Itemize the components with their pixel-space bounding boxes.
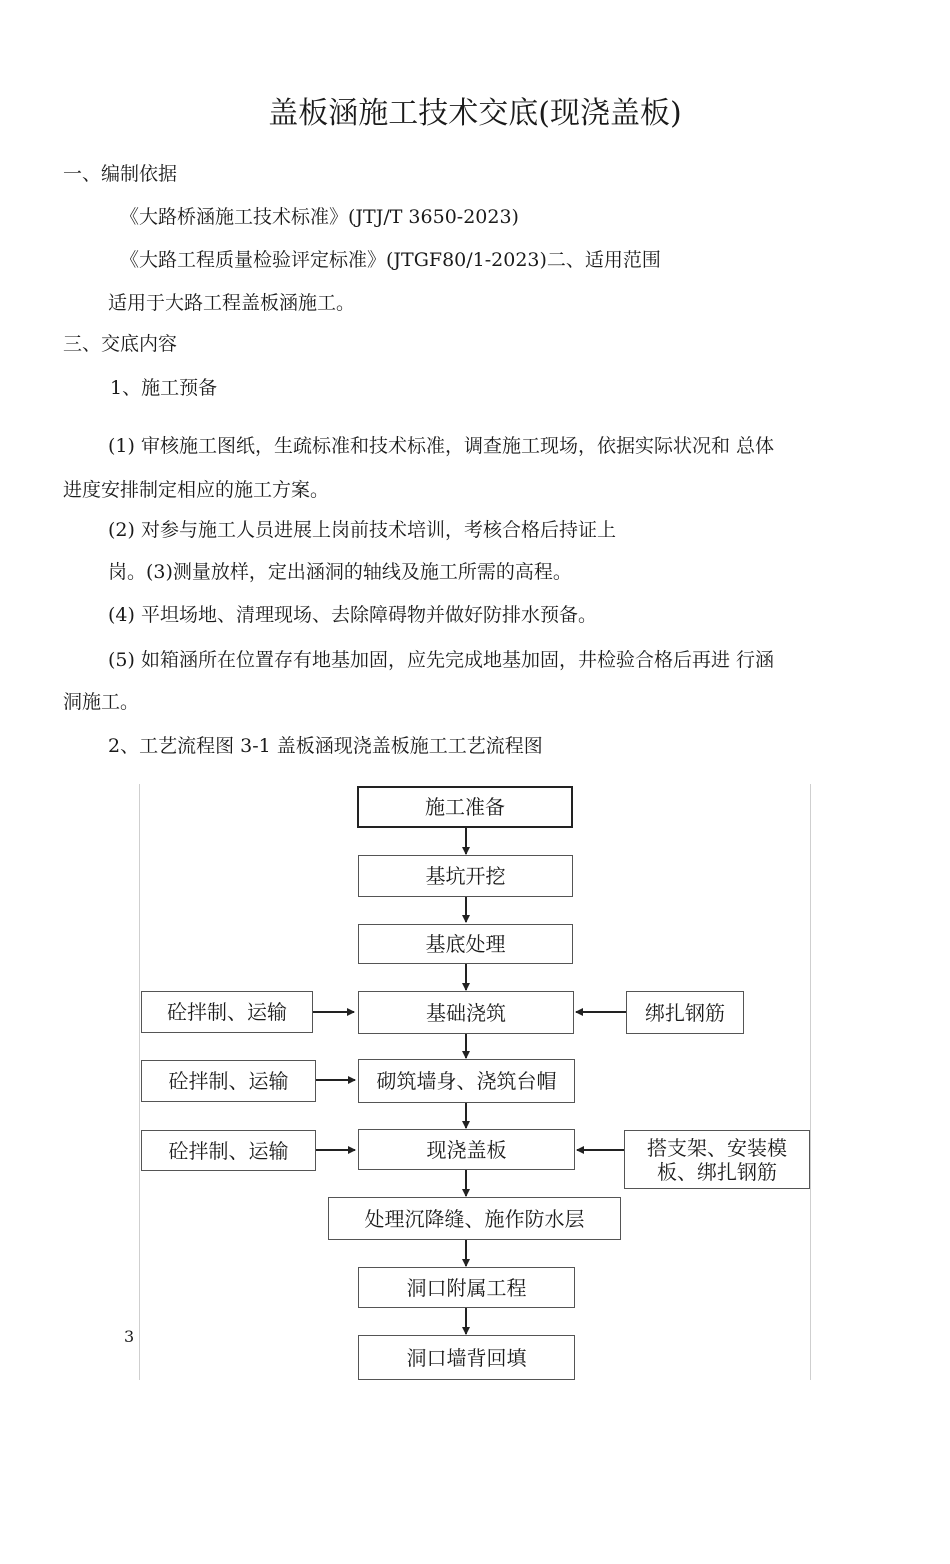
item-5-line-1: (5) 如箱涵所在位置存有地基加固，应先完成地基加固，井检验合格后再进 行涵 [108,649,774,671]
step-cast-cover-slab: 现浇盖板 [358,1129,575,1170]
item-5-line-2: 洞施工。 [63,691,140,713]
section-heading-basis: 一、编制依据 [63,163,178,185]
reference-standard-1: 《大路桥涵施工技术标准》(JTJ/T 3650-2023) [120,206,519,228]
formwork-line-2: 板、绑扎钢筋 [657,1159,777,1184]
item-4: (4) 平坦场地、清理现场、去除障碍物并做好防排水预备。 [108,604,597,626]
input-concrete-2: 砼拌制、运输 [141,1060,316,1102]
stray-mark: 3 [124,1327,135,1346]
scope-text: 适用于大路工程盖板涵施工。 [108,292,356,314]
input-formwork-rebar [624,1130,810,1189]
item-1-line-1: (1) 审核施工图纸，生疏标准和技术标准，调查施工现场，依据实际状况和 总体 [108,435,774,457]
formwork-line-1: 搭支架、安装模 [647,1135,787,1160]
step-construction-prep: 施工准备 [357,786,573,828]
section-heading-content: 三、交底内容 [63,333,178,355]
input-rebar: 绑扎钢筋 [626,991,744,1034]
process-flowchart [139,784,811,1380]
subheading-preparation: 1、施工预备 [110,377,218,399]
step-base-treatment: 基底处理 [358,924,573,964]
step-backfill: 洞口墙背回填 [358,1335,575,1380]
step-foundation-pour: 基础浇筑 [358,991,574,1034]
item-2-line-2: 岗。(3)测量放样，定出涵洞的轴线及施工所需的高程。 [108,561,572,583]
item-1-line-2: 进度安排制定相应的施工方案。 [63,479,330,501]
flowchart-caption: 2、工艺流程图 3-1 盖板涵现浇盖板施工工艺流程图 [108,735,543,757]
step-portal-works: 洞口附属工程 [358,1267,575,1308]
step-wall-and-cap: 砌筑墙身、浇筑台帽 [358,1059,575,1103]
step-settlement-waterproof: 处理沉降缝、施作防水层 [328,1197,621,1240]
item-2-line-1: (2) 对参与施工人员进展上岗前技术培训，考核合格后持证上 [108,519,616,541]
step-pit-excavation: 基坑开挖 [358,855,573,897]
input-concrete-3: 砼拌制、运输 [141,1130,316,1171]
page-title: 盖板涵施工技术交底(现浇盖板) [268,96,682,131]
input-concrete-1: 砼拌制、运输 [141,991,313,1033]
reference-standard-2: 《大路工程质量检验评定标准》(JTGF80/1-2023)二、适用范围 [120,249,661,271]
